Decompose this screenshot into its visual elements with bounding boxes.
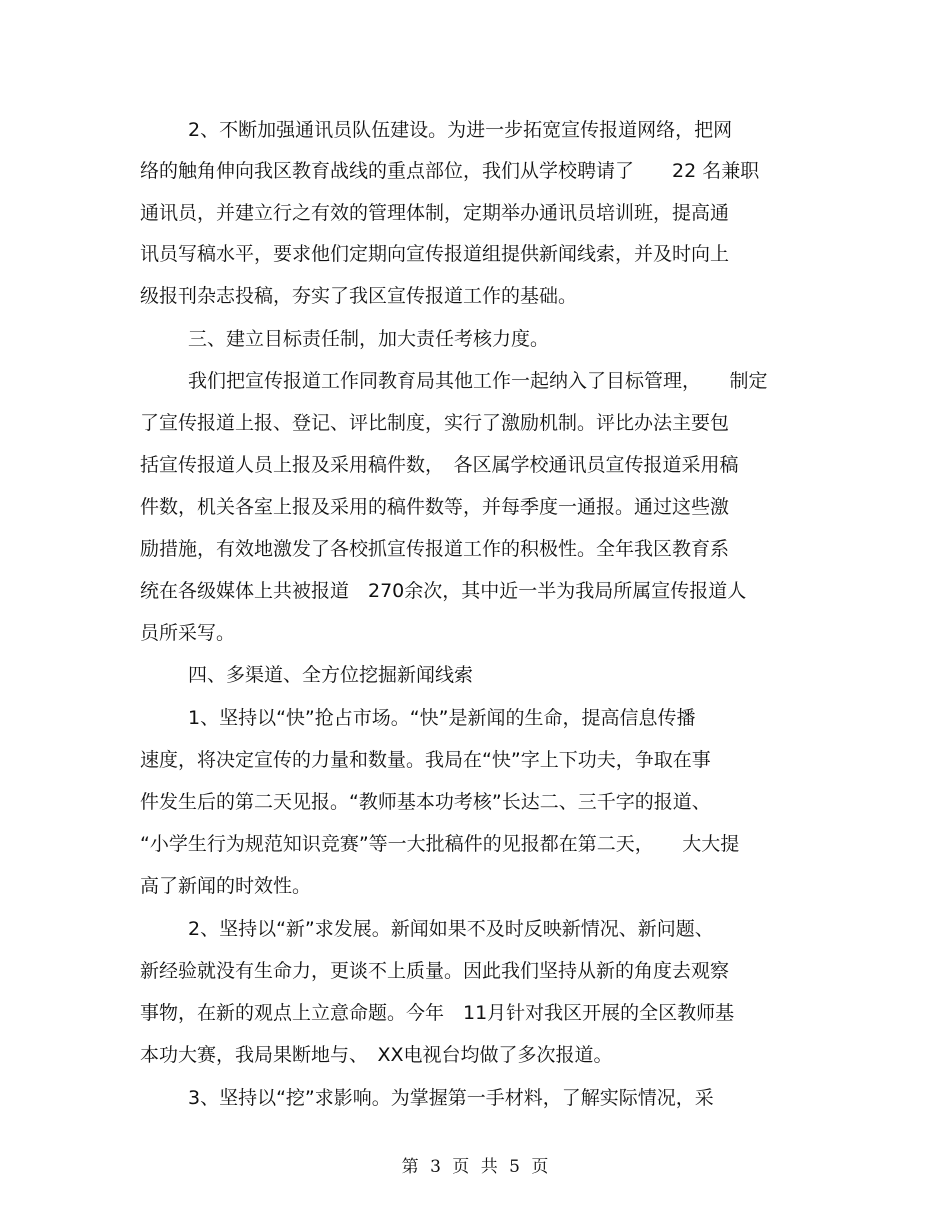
text-line: 件数，机关各室上报及采用的稿件数等，并每季度一通报。通过这些激 bbox=[140, 496, 730, 518]
text-line: 3、坚持以“挖”求影响。为掌握第一手材料，了解实际情况，采 bbox=[188, 1087, 714, 1109]
section-heading: 四、多渠道、全方位挖掘新闻线索 bbox=[188, 664, 474, 686]
text-line: 件发生后的第二天见报。“教师基本功考核”长达二、三千字的报道、 bbox=[140, 791, 711, 813]
text-line: 括宣传报道人员上报及采用稿件数， 各区属学校通讯员宣传报道采用稿 bbox=[140, 454, 739, 476]
section-heading: 三、建立目标责任制，加大责任考核力度。 bbox=[188, 328, 550, 350]
text-line: 新经验就没有生命力，更谈不上质量。因此我们坚持从新的角度去观察 bbox=[140, 960, 730, 982]
text-line: 事物，在新的观点上立意命题。今年 11月针对我区开展的全区教师基 bbox=[140, 1002, 735, 1024]
text-line: 我们把宣传报道工作同教育局其他工作一起纳入了目标管理， 制定 bbox=[188, 370, 768, 392]
page-number-footer: 第 3 页 共 5 页 bbox=[401, 1157, 549, 1177]
text-line: 员所采写。 bbox=[140, 622, 236, 644]
text-line: 励措施，有效地激发了各校抓宣传报道工作的积极性。全年我区教育系 bbox=[140, 538, 730, 560]
text-line: 2、不断加强通讯员队伍建设。为进一步拓宽宣传报道网络，把网 bbox=[188, 119, 733, 141]
text-line: 本功大赛，我局果断地与、 XX电视台均做了多次报道。 bbox=[140, 1044, 613, 1066]
text-line: 通讯员，并建立行之有效的管理体制，定期举办通讯员培训班，提高通 bbox=[140, 202, 730, 224]
text-line: 1、坚持以“快”抢占市场。“快”是新闻的生命，提高信息传播 bbox=[188, 707, 696, 729]
text-line: 速度，将决定宣传的力量和数量。我局在“快”字上下功夫，争取在事 bbox=[140, 749, 711, 771]
text-line: 级报刊杂志投稿，夯实了我区宣传报道工作的基础。 bbox=[140, 285, 578, 307]
text-line: 高了新闻的时效性。 bbox=[140, 875, 312, 897]
text-line: 讯员写稿水平，要求他们定期向宣传报道组提供新闻线索，并及时向上 bbox=[140, 243, 730, 265]
text-line: 络的触角伸向我区教育战线的重点部位，我们从学校聘请了 22 名兼职 bbox=[140, 160, 760, 182]
text-line: 了宣传报道上报、登记、评比制度，实行了激励机制。评比办法主要包 bbox=[140, 412, 730, 434]
text-line: “小学生行为规范知识竞赛”等一大批稿件的见报都在第二天， 大大提 bbox=[140, 833, 740, 855]
text-line: 统在各级媒体上共被报道 270余次，其中近一半为我局所属宣传报道人 bbox=[140, 580, 747, 602]
text-line: 2、坚持以“新”求发展。新闻如果不及时反映新情况、新问题、 bbox=[188, 918, 714, 940]
